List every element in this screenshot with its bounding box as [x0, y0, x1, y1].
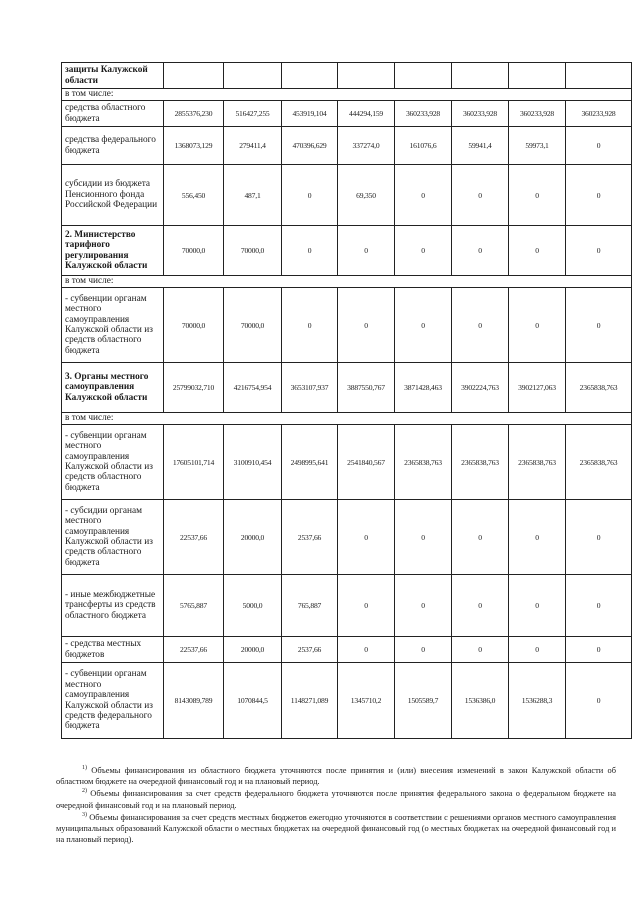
value-cell: 70000,0: [164, 226, 224, 276]
row-label: субсидии из бюджета Пенсионного фонда Российской Федерации: [62, 165, 164, 226]
value-cell: 453919,104: [282, 101, 338, 127]
row-label: в том числе:: [62, 89, 632, 101]
value-cell: [164, 63, 224, 89]
value-cell: 2537,66: [282, 637, 338, 663]
value-cell: 470396,629: [282, 127, 338, 165]
value-cell: 0: [395, 575, 452, 637]
footnote: [56, 788, 616, 810]
value-cell: 2498995,641: [282, 425, 338, 500]
value-cell: 0: [338, 575, 395, 637]
footnote: [56, 812, 616, 846]
value-cell: 0: [566, 288, 632, 363]
row-label: - субвенции органам местного самоуправления Калужской области из средств областного бюджета: [62, 288, 164, 363]
value-cell: 0: [566, 165, 632, 226]
value-cell: 161076,6: [395, 127, 452, 165]
row-label: в том числе:: [62, 276, 632, 288]
value-cell: 0: [338, 226, 395, 276]
table-row: [62, 663, 632, 739]
value-cell: 0: [509, 500, 566, 575]
value-cell: 3653107,937: [282, 363, 338, 413]
value-cell: 59941,4: [452, 127, 509, 165]
row-label: - субсидии органам местного самоуправления Калужской области из средств областного бюджета: [62, 500, 164, 575]
table-row: [62, 425, 632, 500]
value-cell: 0: [509, 288, 566, 363]
value-cell: 0: [282, 288, 338, 363]
value-cell: [224, 63, 282, 89]
footnote-text: Объемы финансирования за счет средств местных бюджетов ежегодно уточняются в соответствии с решениями органов местного самоуправления муниципальных образований Калужской области о местных бюджетах на очередной финансовый год (о местных бюджетах на очередной финансовый год и на плановый период).: [56, 812, 616, 845]
value-cell: 0: [452, 637, 509, 663]
value-cell: 0: [338, 637, 395, 663]
value-cell: 337274,0: [338, 127, 395, 165]
footnotes: [56, 765, 616, 846]
value-cell: 1505589,7: [395, 663, 452, 739]
value-cell: 0: [282, 165, 338, 226]
value-cell: 0: [282, 226, 338, 276]
value-cell: 22537,66: [164, 500, 224, 575]
value-cell: 3902127,063: [509, 363, 566, 413]
value-cell: [395, 63, 452, 89]
value-cell: 20000,0: [224, 500, 282, 575]
value-cell: 70000,0: [224, 288, 282, 363]
value-cell: 0: [452, 165, 509, 226]
row-label: - иные межбюджетные трансферты из средств областного бюджета: [62, 575, 164, 637]
value-cell: 2537,66: [282, 500, 338, 575]
value-cell: 0: [566, 663, 632, 739]
value-cell: 360233,928: [566, 101, 632, 127]
table-row: [62, 276, 632, 288]
value-cell: [509, 63, 566, 89]
value-cell: 444294,159: [338, 101, 395, 127]
value-cell: 2365838,763: [395, 425, 452, 500]
table-row: [62, 165, 632, 226]
value-cell: 2365838,763: [566, 425, 632, 500]
value-cell: 2541840,567: [338, 425, 395, 500]
value-cell: 1536288,3: [509, 663, 566, 739]
value-cell: 2365838,763: [566, 363, 632, 413]
value-cell: 0: [452, 500, 509, 575]
value-cell: 0: [509, 637, 566, 663]
footnote: [56, 765, 616, 787]
row-label: - средства местных бюджетов: [62, 637, 164, 663]
value-cell: 2365838,763: [509, 425, 566, 500]
footnote-mark: 2): [82, 788, 87, 795]
table-row: [62, 101, 632, 127]
value-cell: 0: [509, 226, 566, 276]
value-cell: 5000,0: [224, 575, 282, 637]
value-cell: 69,350: [338, 165, 395, 226]
footnote-text: Объемы финансирования за счет средств федерального бюджета уточняются после принятия федерального закона о федеральном бюджете на очередной финансовый год и на плановый период.: [56, 789, 616, 810]
value-cell: 5765,887: [164, 575, 224, 637]
value-cell: 1070844,5: [224, 663, 282, 739]
value-cell: 1345710,2: [338, 663, 395, 739]
value-cell: 2855376,230: [164, 101, 224, 127]
value-cell: 3871428,463: [395, 363, 452, 413]
value-cell: 20000,0: [224, 637, 282, 663]
value-cell: 0: [338, 500, 395, 575]
value-cell: [566, 63, 632, 89]
table-row: [62, 63, 632, 89]
value-cell: [338, 63, 395, 89]
table-row: [62, 413, 632, 425]
value-cell: 70000,0: [224, 226, 282, 276]
value-cell: 360233,928: [395, 101, 452, 127]
value-cell: 360233,928: [452, 101, 509, 127]
value-cell: 4216754,954: [224, 363, 282, 413]
value-cell: 59973,1: [509, 127, 566, 165]
value-cell: 0: [395, 500, 452, 575]
value-cell: 556,450: [164, 165, 224, 226]
value-cell: 0: [338, 288, 395, 363]
value-cell: [452, 63, 509, 89]
table-row: [62, 500, 632, 575]
row-label: 2. Министерство тарифного регулирования Калужской области: [62, 226, 164, 276]
table-row: [62, 288, 632, 363]
value-cell: 0: [566, 127, 632, 165]
value-cell: 0: [395, 288, 452, 363]
value-cell: 516427,255: [224, 101, 282, 127]
value-cell: 2365838,763: [452, 425, 509, 500]
value-cell: 25799032,710: [164, 363, 224, 413]
row-label: средства областного бюджета: [62, 101, 164, 127]
table-row: [62, 637, 632, 663]
table-row: [62, 363, 632, 413]
value-cell: 3887550,767: [338, 363, 395, 413]
value-cell: 0: [395, 226, 452, 276]
footnote-mark: 1): [82, 765, 87, 772]
funding-table: [61, 62, 632, 739]
row-label: в том числе:: [62, 413, 632, 425]
value-cell: 360233,928: [509, 101, 566, 127]
value-cell: 0: [509, 575, 566, 637]
value-cell: 3100910,454: [224, 425, 282, 500]
value-cell: 279411,4: [224, 127, 282, 165]
value-cell: 0: [509, 165, 566, 226]
value-cell: 0: [566, 500, 632, 575]
value-cell: 1148271,089: [282, 663, 338, 739]
value-cell: 17605101,714: [164, 425, 224, 500]
value-cell: 1536386,0: [452, 663, 509, 739]
table-row: [62, 575, 632, 637]
value-cell: 70000,0: [164, 288, 224, 363]
value-cell: 0: [566, 575, 632, 637]
table-row: [62, 127, 632, 165]
value-cell: 0: [452, 226, 509, 276]
table-row: [62, 226, 632, 276]
footnote-mark: 3): [82, 811, 87, 818]
footnote-text: Объемы финансирования из областного бюджета уточняются после принятия и (или) внесения изменений в закон Калужской области об областном бюджете на очередной финансовый год и на плановый период.: [56, 766, 617, 787]
value-cell: 0: [395, 637, 452, 663]
table-row: [62, 89, 632, 101]
value-cell: [282, 63, 338, 89]
row-label: 3. Органы местного самоуправления Калужской области: [62, 363, 164, 413]
value-cell: 0: [452, 288, 509, 363]
value-cell: 487,1: [224, 165, 282, 226]
row-label: - субвенции органам местного самоуправления Калужской области из средств областного бюджета: [62, 425, 164, 500]
value-cell: 1368073,129: [164, 127, 224, 165]
value-cell: 765,887: [282, 575, 338, 637]
value-cell: 0: [395, 165, 452, 226]
value-cell: 8143089,789: [164, 663, 224, 739]
value-cell: 0: [452, 575, 509, 637]
row-label: - субвенции органам местного самоуправления Калужской области из средств федерального бюджета: [62, 663, 164, 739]
value-cell: 22537,66: [164, 637, 224, 663]
value-cell: 0: [566, 637, 632, 663]
value-cell: 0: [566, 226, 632, 276]
value-cell: 3902224,763: [452, 363, 509, 413]
row-label: средства федерального бюджета: [62, 127, 164, 165]
row-label: защиты Калужской области: [62, 63, 164, 89]
